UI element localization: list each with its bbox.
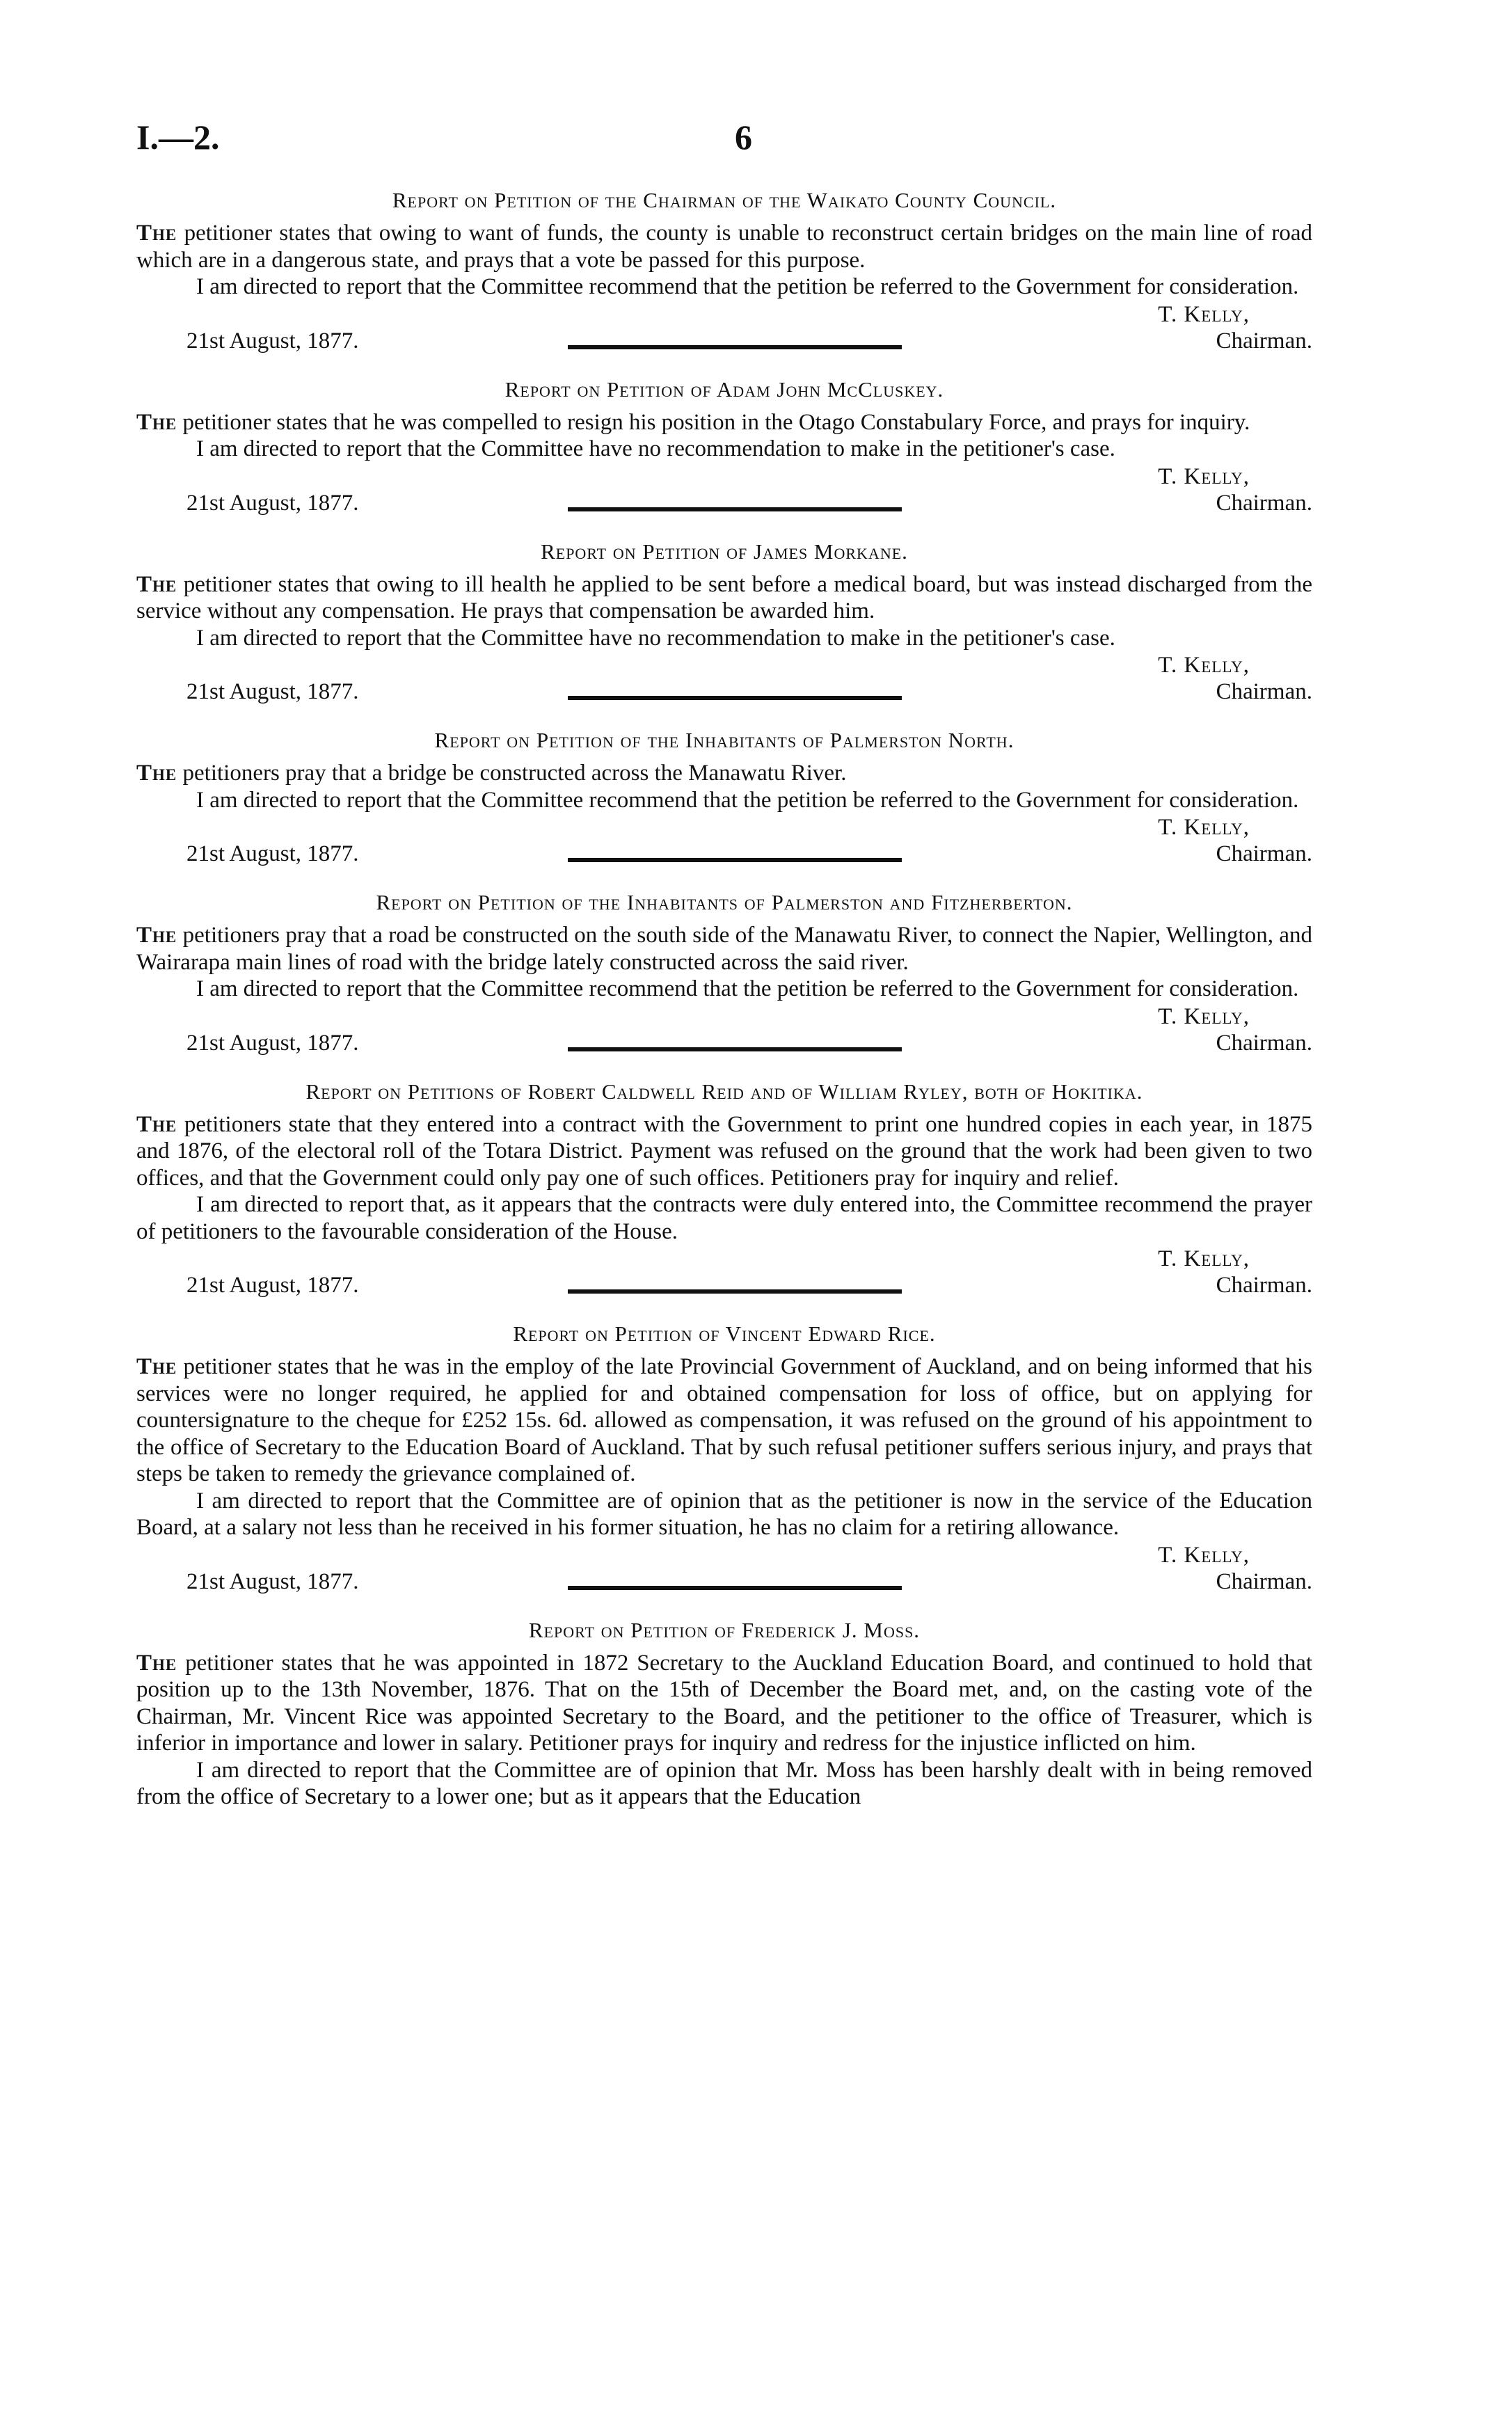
report-recommendation: I am directed to report that the Committee are of opinion that Mr. Moss has been harshly dealt with in being removed from the office of Secretary to a lower one; but as it appears that the Education: [136, 1757, 1312, 1809]
petition-report-reid-ryley: [136, 1078, 1312, 1303]
report-date: 21st August, 1877.: [186, 679, 359, 704]
report-date: 21st August, 1877.: [186, 1030, 359, 1056]
lead-word: The: [136, 1111, 177, 1137]
signatory-title: Chairman.: [1216, 1030, 1312, 1056]
signature-block: [136, 815, 1312, 871]
lead-word: The: [136, 221, 177, 246]
report-title: Report on Petitions of Robert Caldwell Reid and of William Ryley, both of Hokitika.: [305, 1079, 1143, 1104]
report-paragraph-text: petitioner states that he was compelled to resign his position in the Otago Constabulary Force, and prays for inquiry.: [182, 409, 1250, 435]
lead-word: The: [136, 1354, 177, 1379]
report-title: Report on Petition of James Morkane.: [541, 539, 908, 564]
signatory-title: Chairman.: [1216, 1273, 1312, 1298]
report-paragraph-text: petitioner states that owing to ill health he applied to be sent before a medical board, but was instead discharged from the service without any compensation. He prays that compensation be awarded him.: [136, 571, 1312, 623]
report-title: Report on Petition of the Chairman of the Waikato County Council.: [392, 188, 1057, 212]
petition-report-palmerston-fitzherberton: [136, 889, 1312, 1060]
report-paragraph-text: petitioner states that owing to want of funds, the county is unable to reconstruct certain bridges on the main line of road which are in a dangerous state, and prays that a vote be passed for this purpose.: [136, 221, 1313, 273]
signatory-name: T. Kelly,: [1158, 1542, 1250, 1568]
report-paragraph: [136, 760, 1312, 787]
report-recommendation: I am directed to report that the Committee have no recommendation to make in the petitioner's case.: [196, 436, 1115, 461]
signatory-title: Chairman.: [1216, 1568, 1312, 1594]
signatory-name: T. Kelly,: [1158, 463, 1250, 489]
document-body: [136, 186, 1312, 1811]
signatory-name: T. Kelly,: [1158, 301, 1250, 327]
petition-report-moss: [136, 1616, 1312, 1811]
signature-block: [136, 653, 1312, 708]
report-paragraph: [136, 571, 1312, 625]
report-paragraph: [136, 1650, 1312, 1757]
signatory-name: T. Kelly,: [1158, 1003, 1250, 1029]
report-title: Report on Petition of Frederick J. Moss.: [528, 1617, 921, 1642]
report-date: 21st August, 1877.: [186, 1568, 359, 1594]
report-recommendation: I am directed to report that, as it appears that the contracts were duly entered into, the Committee recommend the prayer of petitioners to the favourable consideration of the House.: [136, 1192, 1312, 1244]
signatory-title: Chairman.: [1216, 490, 1312, 516]
signatory-name: T. Kelly,: [1158, 815, 1250, 840]
report-date: 21st August, 1877.: [186, 841, 359, 866]
section-divider: [568, 858, 902, 862]
petition-report-rice: [136, 1320, 1312, 1598]
section-divider: [568, 345, 902, 349]
report-recommendation: I am directed to report that the Committee recommend that the petition be referred to the Government for consideration.: [196, 787, 1299, 813]
report-paragraph: [136, 1353, 1312, 1488]
report-title: Report on Petition of Adam John McCluskey.: [504, 376, 944, 402]
report-title: Report on Petition of the Inhabitants of Palmerston and Fitzherberton.: [376, 890, 1073, 914]
signatory-name: T. Kelly,: [1158, 653, 1250, 678]
report-paragraph: [136, 409, 1312, 436]
report-date: 21st August, 1877.: [186, 490, 359, 516]
signatory-title: Chairman.: [1216, 328, 1312, 353]
report-date: 21st August, 1877.: [186, 1273, 359, 1298]
petition-report-mccluskey: [136, 376, 1312, 520]
page-number: 6: [735, 118, 752, 157]
petition-report-morkane: [136, 538, 1312, 709]
lead-word: The: [136, 1650, 177, 1676]
report-paragraph-text: petitioner states that he was appointed in 1872 Secretary to the Auckland Education Board, and continued to hold that position up to the 13th November, 1876. That on the 15th of December the Board met, and, on the casting vote of the Chairman, Mr. Vincent Rice was appointed Secretary to the Board, and the petitioner to the office of Treasurer, which is inferior in importance and lower in salary. Petitioner prays for inquiry and redress for the injustice inflicted on him.: [136, 1650, 1313, 1756]
report-recommendation: I am directed to report that the Committee recommend that the petition be referred to the Government for consideration.: [196, 274, 1299, 299]
report-paragraph-text: petitioners state that they entered into a contract with the Government to print one hundred copies in each year, in 1875 and 1876, of the electoral roll of the Totara District. Payment was refused on the ground that the work had been given to two offices, and that the Government could only pay one of such offices. Petitioners pray for inquiry and relief.: [136, 1111, 1313, 1191]
report-paragraph-text: petitioners pray that a bridge be constructed across the Manawatu River.: [182, 761, 847, 786]
section-divider: [568, 1289, 902, 1294]
petition-report-palmerston-north: [136, 726, 1312, 871]
lead-word: The: [136, 923, 177, 948]
report-date: 21st August, 1877.: [186, 328, 359, 353]
report-paragraph: [136, 922, 1312, 976]
section-divider: [568, 696, 902, 700]
signature-block: [136, 1246, 1312, 1302]
lead-word: The: [136, 409, 177, 435]
page-header: [136, 117, 1312, 166]
report-recommendation: I am directed to report that the Committee are of opinion that as the petitioner is now in the service of the Education Board, at a salary not less than he received in his former situation, he has no claim for a retiring allowance.: [136, 1488, 1312, 1540]
document-reference: I.—2.: [136, 118, 220, 157]
section-divider: [568, 507, 902, 511]
report-recommendation: I am directed to report that the Committee have no recommendation to make in the petitioner's case.: [196, 625, 1115, 651]
report-title: Report on Petition of Vincent Edward Rice.: [513, 1321, 936, 1346]
section-divider: [568, 1047, 902, 1051]
signatory-name: T. Kelly,: [1158, 1246, 1250, 1271]
signatory-title: Chairman.: [1216, 679, 1312, 704]
signature-block: [136, 1543, 1312, 1598]
petition-report-waikato: [136, 186, 1312, 358]
report-paragraph-text: petitioner states that he was in the employ of the late Provincial Government of Auckland, and on being informed that his services were no longer required, he applied for and obtained compensation for loss of office, but on applying for countersignature to the cheque for £252 15s. 6d. allowed as compensation, it was refused on the ground of his appointment to the office of Secretary to the Education Board of Auckland. That by such refusal petitioner suffers serious injury, and prays that steps be taken to remedy the grievance complained of.: [136, 1354, 1312, 1486]
report-paragraph-text: petitioners pray that a road be constructed on the south side of the Manawatu River, to connect the Napier, Wellington, and Wairarapa main lines of road with the bridge lately constructed across the said river.: [136, 923, 1312, 975]
lead-word: The: [136, 761, 177, 786]
report-recommendation: I am directed to report that the Committee recommend that the petition be referred to the Government for consideration.: [196, 976, 1299, 1001]
section-divider: [568, 1586, 902, 1590]
report-paragraph: [136, 220, 1312, 273]
report-title: Report on Petition of the Inhabitants of Palmerston North.: [434, 728, 1014, 752]
signature-block: [136, 464, 1312, 520]
signatory-title: Chairman.: [1216, 841, 1312, 866]
report-paragraph: [136, 1111, 1312, 1192]
lead-word: The: [136, 571, 177, 597]
signature-block: [136, 302, 1312, 358]
signature-block: [136, 1004, 1312, 1060]
